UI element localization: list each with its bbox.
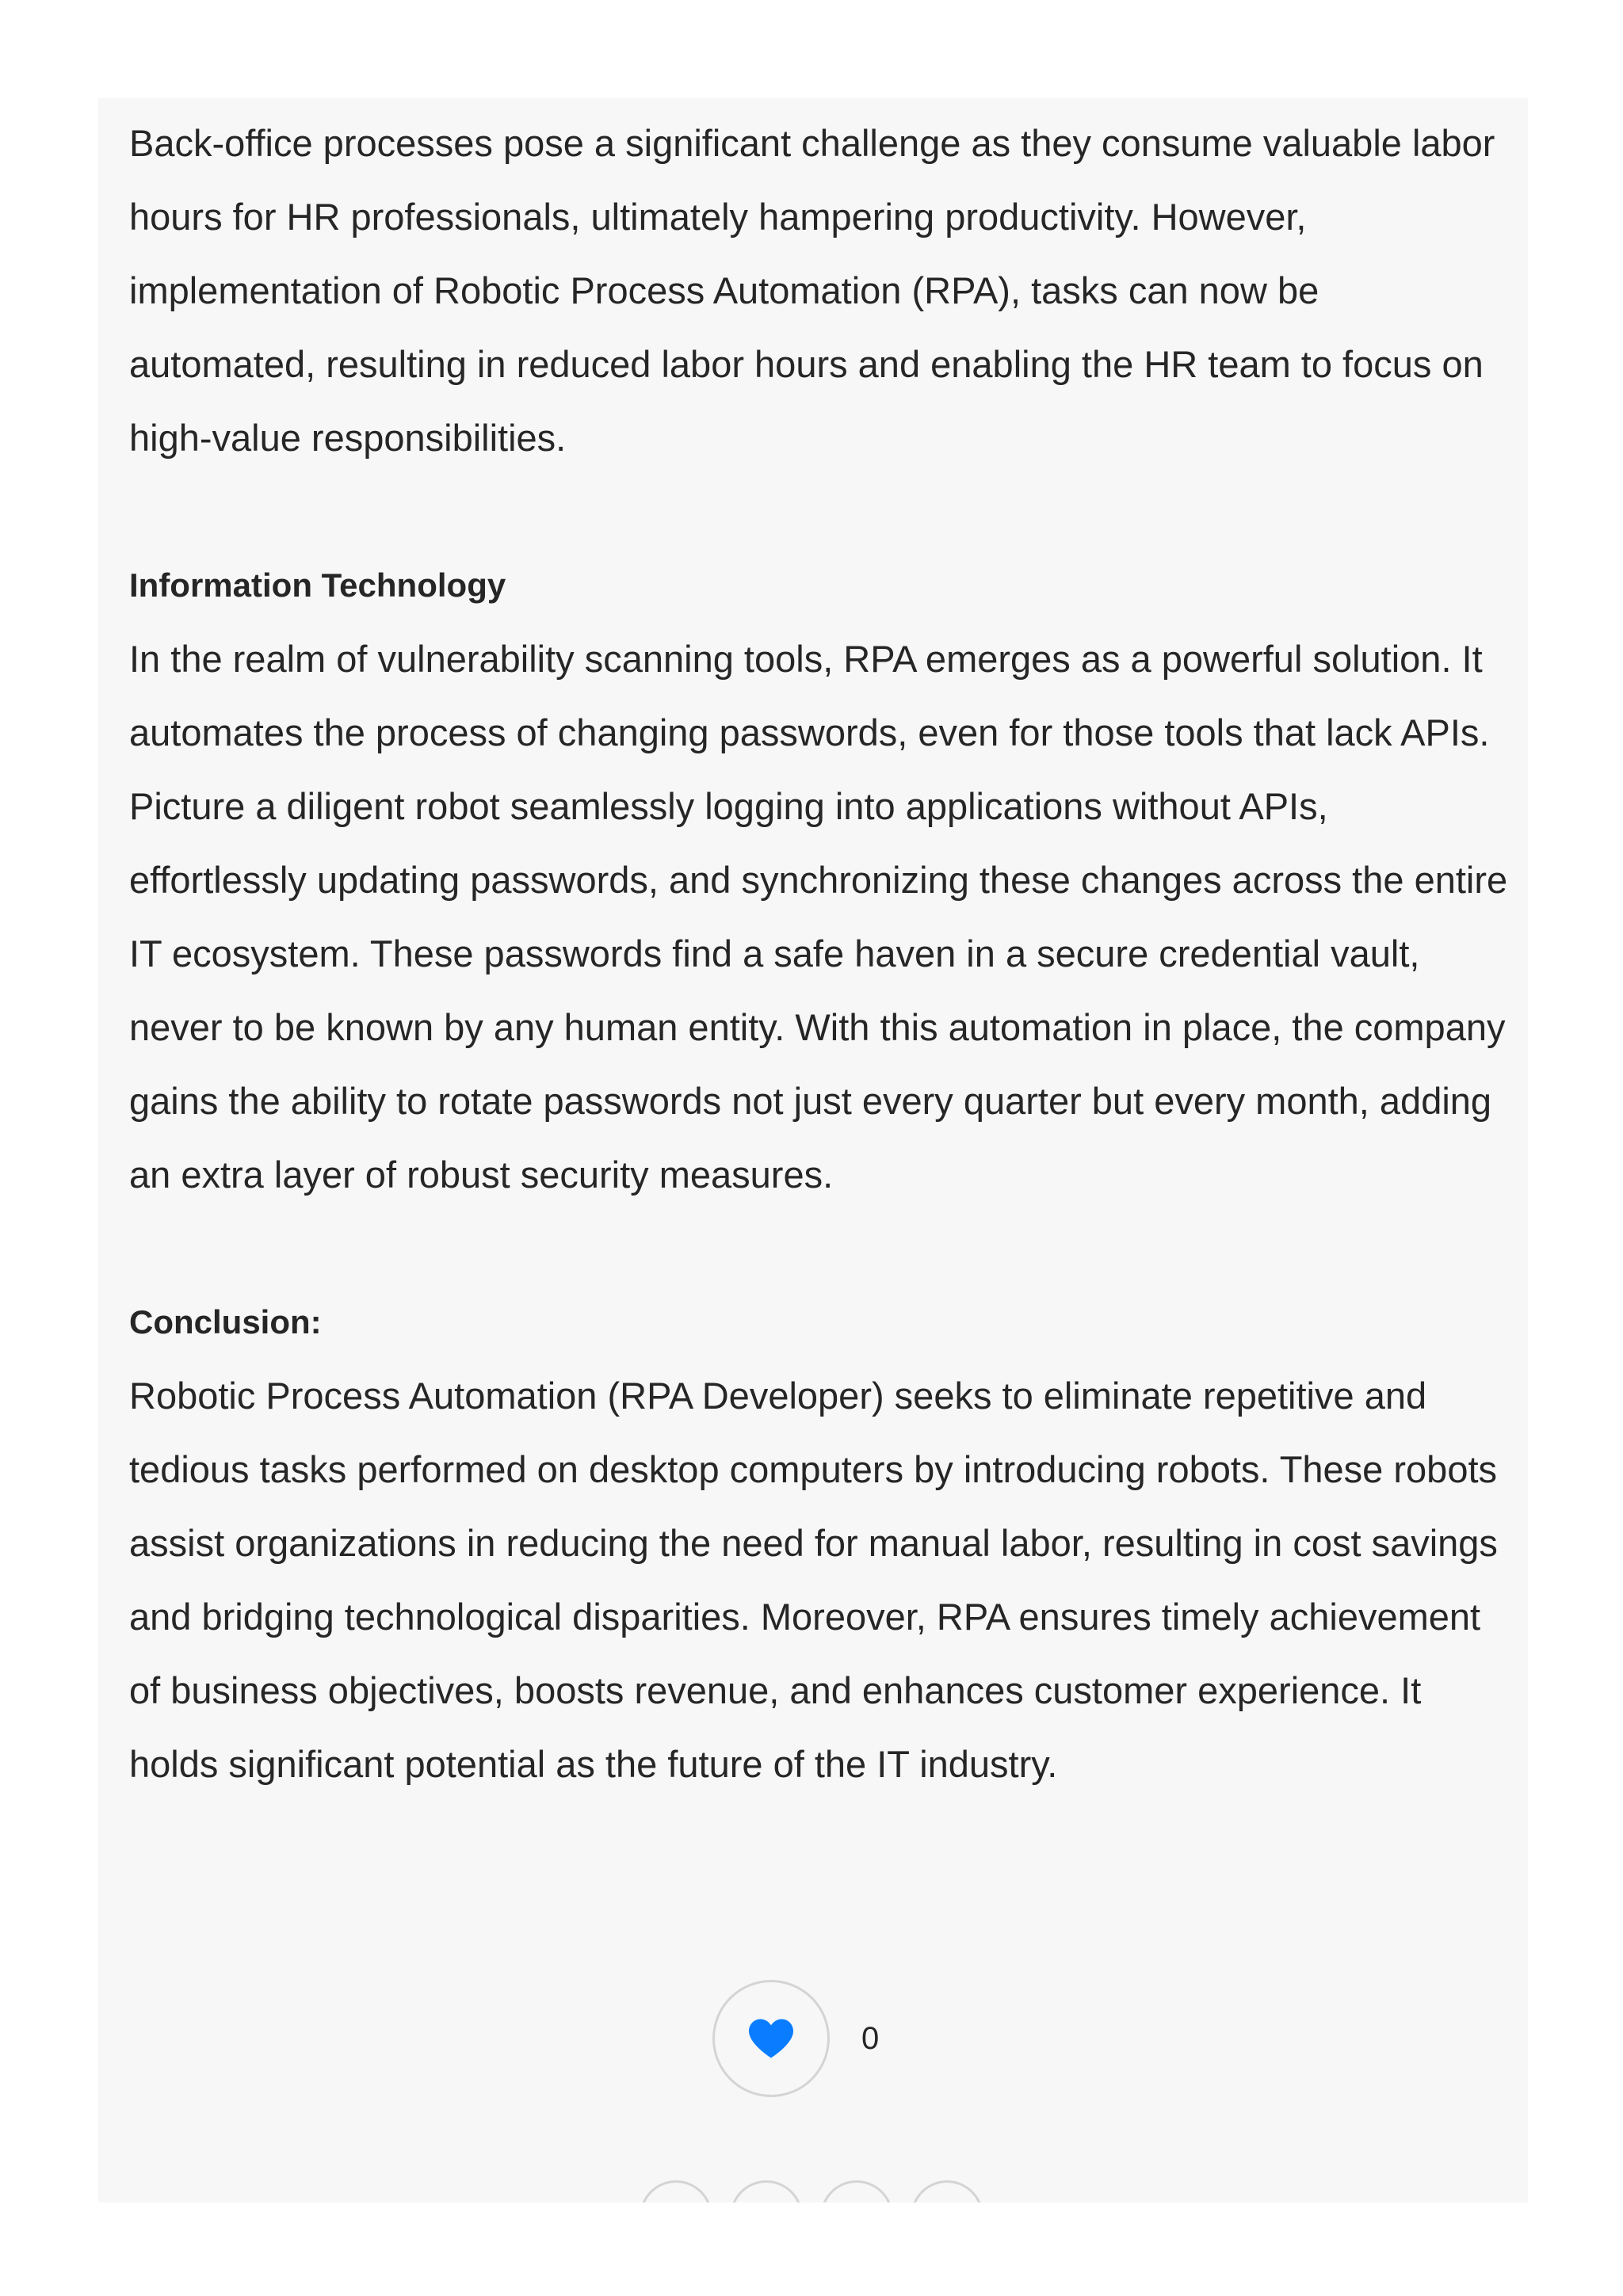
- share-button-1[interactable]: [640, 2180, 712, 2203]
- like-area: [712, 1978, 879, 2100]
- share-button-4[interactable]: [911, 2180, 983, 2203]
- hr-paragraph: Back-office processes pose a significant challenge as they consume valuable labor hours for HR professionals, ultimately hampering productivity. However, implementation of Robotic Process Automation (RPA), tasks can now be automated, resulting in reduced labor hours and enabling the HR team to focus on high-value responsibilities.: [129, 122, 1495, 459]
- it-paragraph: In the realm of vulnerability scanning tools, RPA emerges as a powerful solution. It automates the process of changing passwords, even for those tools that lack APIs. Picture a diligent robot seamlessly logging into applications without APIs, effortlessly updating passwords, and synchronizing these changes across the entire IT ecosystem. These passwords find a safe haven in a secure credential vault, never to be known by any human entity. With this automation in place, the company gains the ability to rotate passwords not just every quarter but every month, adding an extra layer of robust security measures.: [129, 638, 1508, 1196]
- share-buttons-row: [640, 2180, 983, 2203]
- like-button[interactable]: [712, 1980, 830, 2097]
- article-card: [98, 98, 1528, 2203]
- conclusion-heading: Conclusion:: [129, 1303, 322, 1341]
- it-section-heading: Information Technology: [129, 566, 506, 604]
- article-body: [129, 106, 1508, 1801]
- paragraph-gap: [129, 475, 1508, 548]
- like-count: 0: [861, 2020, 880, 2056]
- conclusion-paragraph: Robotic Process Automation (RPA Developer) seeks to eliminate repetitive and tedious tasks performed on desktop computers by introducing robots. These robots assist organizations in reducing the need for manual labor, resulting in cost savings and bridging technological disparities. Moreover, RPA ensures timely achievement of business objectives, boosts revenue, and enhances customer experience. It holds significant potential as the future of the IT industry.: [129, 1375, 1498, 1785]
- share-button-2[interactable]: [730, 2180, 803, 2203]
- heart-icon: [749, 2019, 793, 2058]
- share-button-3[interactable]: [820, 2180, 893, 2203]
- paragraph-gap: [129, 1211, 1508, 1285]
